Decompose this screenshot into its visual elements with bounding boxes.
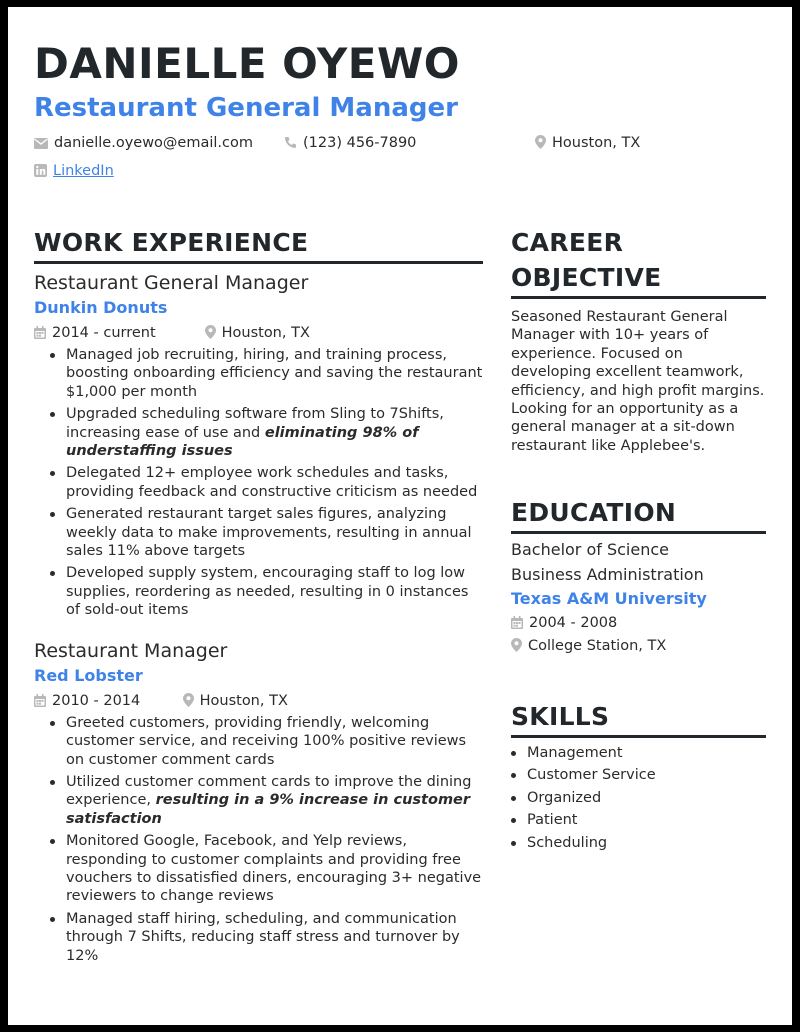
education-location: College Station, TX	[511, 636, 766, 656]
job-dates: 2014 - current	[52, 325, 156, 341]
list-item: Scheduling	[527, 834, 766, 852]
linkedin-contact	[34, 161, 114, 181]
education-heading: EDUCATION	[511, 498, 677, 527]
list-item: Organized	[527, 789, 766, 807]
email-contact	[34, 133, 253, 153]
location-text: Houston, TX	[552, 135, 641, 151]
phone-contact	[284, 133, 416, 153]
map-pin-icon	[183, 693, 194, 707]
job-meta	[34, 323, 483, 343]
list-item: Patient	[527, 811, 766, 829]
right-column	[511, 225, 766, 851]
phone-text: (123) 456-7890	[303, 135, 417, 151]
company-name: Dunkin Donuts	[34, 298, 168, 317]
job-title: Restaurant General Manager	[34, 272, 309, 294]
list-item: Customer Service	[527, 766, 766, 784]
calendar-icon	[511, 616, 523, 629]
list-item: Utilized customer comment cards to improve the dining experience, resulting in a 9% increase in customer satisfaction	[66, 773, 483, 828]
map-pin-icon	[535, 135, 546, 149]
calendar-icon	[34, 326, 46, 339]
career-objective-section	[511, 225, 766, 455]
linkedin-link[interactable]: LinkedIn	[53, 163, 114, 179]
linkedin-icon	[34, 164, 47, 177]
map-pin-icon	[511, 638, 522, 652]
resume-page	[8, 7, 792, 1025]
job-bullets	[34, 346, 483, 620]
work-experience-heading: WORK EXPERIENCE	[34, 228, 309, 257]
section-divider	[511, 735, 766, 738]
section-divider	[34, 261, 483, 264]
field-of-study: Business Administration	[511, 565, 704, 584]
job-meta	[34, 691, 483, 711]
objective-text: Seasoned Restaurant General Manager with 10+ years of experience. Focused on developing excellent teamwork, efficiency, and high profit margins. Looking for an opportunity as a general manager at a sit-down restaurant like Applebee's.	[511, 309, 765, 454]
calendar-icon	[34, 694, 46, 707]
education-dates: 2004 - 2008	[511, 613, 766, 633]
job-title: Restaurant Manager	[34, 639, 228, 662]
skills-heading: SKILLS	[511, 702, 610, 731]
skills-list	[511, 744, 766, 852]
skills-section	[511, 699, 766, 856]
list-item: Delegated 12+ employee work schedules and tasks, providing feedback and constructive criticism as needed	[66, 464, 483, 501]
list-item: Upgraded scheduling software from Sling to 7Shifts, increasing ease of use and eliminating 98% of understaffing issues	[66, 405, 483, 460]
job-bullets	[34, 714, 483, 965]
list-item: Managed staff hiring, scheduling, and communication through 7 Shifts, reducing staff stress and turnover by 12%	[66, 910, 483, 965]
list-item: Developed supply system, encouraging staff to log low supplies, reordering as needed, resulting in 0 instances of sold-out items	[66, 564, 483, 619]
section-divider	[511, 531, 766, 534]
email-text: danielle.oyewo@email.com	[54, 135, 253, 151]
job-location: Houston, TX	[221, 325, 310, 341]
job-entry	[34, 270, 483, 620]
education-section	[511, 495, 766, 656]
candidate-name: DANIELLE OYEWO	[34, 39, 461, 88]
job-entry	[34, 638, 483, 965]
list-item: Generated restaurant target sales figures, analyzing weekly data to make improvements, resulting in annual sales 11% above targets	[66, 505, 483, 560]
degree: Bachelor of Science	[511, 540, 669, 559]
location-contact	[535, 133, 640, 153]
list-item: Greeted customers, providing friendly, welcoming customer service, and receiving 100% positive reviews on customer comment cards	[66, 714, 483, 769]
list-item: Monitored Google, Facebook, and Yelp reviews, responding to customer complaints and providing free vouchers to dissatisfied diners, encouraging 3+ negative reviewers to change reviews	[66, 833, 482, 905]
section-divider	[511, 296, 766, 299]
candidate-title: Restaurant General Manager	[34, 93, 458, 123]
list-item: Managed job recruiting, hiring, and training process, boosting onboarding efficiency and saving the restaurant $1,000 per month	[66, 347, 483, 400]
job-dates: 2010 - 2014	[52, 692, 141, 709]
job-location: Houston, TX	[199, 692, 288, 709]
list-item: Management	[527, 744, 766, 762]
phone-icon	[284, 136, 297, 149]
school-name: Texas A&M University	[511, 589, 707, 608]
work-experience-section	[34, 225, 483, 969]
company-name: Red Lobster	[34, 665, 143, 685]
map-pin-icon	[205, 325, 216, 339]
career-objective-heading: CAREER OBJECTIVE	[511, 228, 662, 292]
envelope-icon	[34, 138, 48, 149]
